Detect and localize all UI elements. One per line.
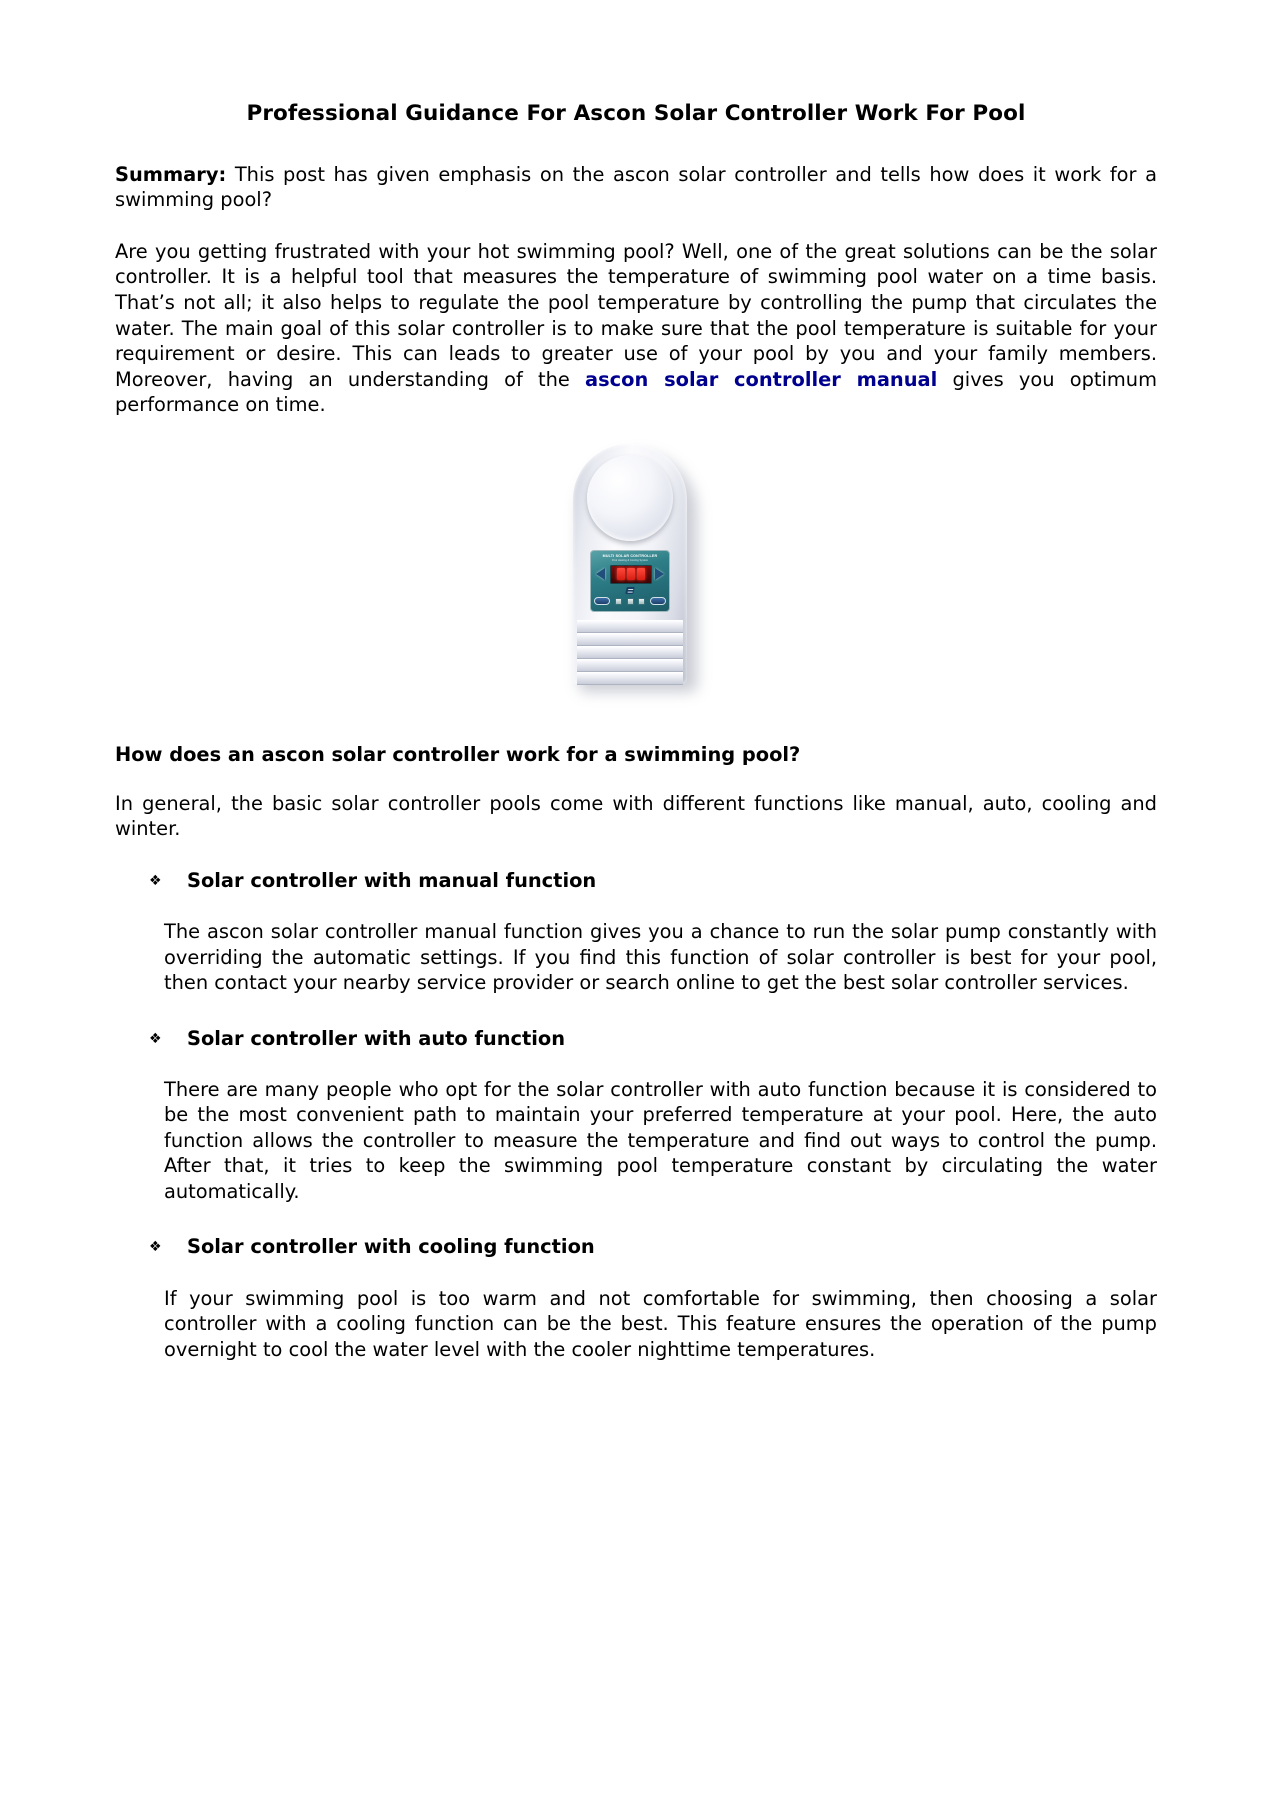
device-ridge (577, 620, 683, 633)
device-ridge (577, 646, 683, 659)
section-heading: How does an ascon solar controller work for a swimming pool? (115, 742, 801, 766)
list-item (115, 1234, 1157, 1362)
brand-logo-icon (625, 587, 634, 594)
arrow-right-icon (655, 568, 664, 580)
summary-paragraph (115, 162, 1157, 213)
ascon-solar-controller-manual-link[interactable]: ascon solar controller manual (585, 367, 938, 391)
device-button-set (615, 598, 622, 605)
diamond-bullet-icon: ❖ (149, 1030, 162, 1047)
intro-paragraph (115, 239, 1157, 418)
arrow-left-icon (596, 568, 605, 580)
device-button-down (638, 598, 645, 605)
feature-list (115, 868, 1157, 1362)
feature-body: If your swimming pool is too warm and not comfortable for swimming, then choosing a solar controller with a cooling function can be the best. This feature ensures the operation of the pump overnight to cool the water level with the cooler nighttime temperatures. (164, 1286, 1157, 1361)
feature-body: There are many people who opt for the solar controller with auto function because it is considered to be the most convenient path to maintain your preferred temperature at your pool. Here, the auto function allows the controller to measure the temperature and find out ways to control the pump. After that, it tries to keep the swimming pool temperature constant by circulating the water automatically. (164, 1077, 1157, 1203)
led-digit (627, 568, 635, 580)
feature-title: Solar controller with cooling function (187, 1235, 595, 1259)
feature-heading-manual (115, 868, 1157, 893)
device-button-mode (594, 597, 610, 605)
solar-controller-figure (115, 444, 1157, 706)
intro-text-before-link: Are you getting frustrated with your hot swimming pool? Well, one of the great solutions can be the solar controller. It is a helpful tool that measures the temperature of swimming pool water on a time basis. That’s not all; it also helps to regulate the pool temperature by controlling the pump that circulates the water. The main goal of this solar controller is to make sure that the pool temperature is suitable for your requirement or desire. This can leads to greater use of your pool by you and your family members. Moreover, having an understanding of the (115, 239, 1157, 391)
device-vent-ridges (577, 620, 683, 680)
device-ridge (577, 633, 683, 646)
led-digit (637, 568, 645, 580)
panel-subtitle-label: Pool Heating & Cooling System (611, 559, 649, 563)
feature-body: The ascon solar controller manual function gives you a chance to run the solar pump constantly with overriding the automatic settings. If you find this function of solar controller is best for your pool, then contact your nearby service provider or search online to get the best solar controller services. (164, 920, 1157, 995)
intro-text-after-link: gives you optimum performance on time. (115, 367, 1157, 417)
list-item (115, 868, 1157, 996)
feature-heading-auto (115, 1026, 1157, 1051)
summary-text: This post has given emphasis on the ascon solar controller and tells how does it work for a swimming pool? (115, 162, 1157, 212)
device-button-power (650, 597, 666, 605)
diamond-bullet-icon: ❖ (149, 872, 162, 889)
device-ridge (577, 659, 683, 672)
panel-title-label: MULTI SOLAR CONTROLLER (602, 553, 658, 558)
list-item (115, 1026, 1157, 1205)
device-body (573, 444, 687, 684)
led-digit (617, 568, 625, 580)
device-control-panel (590, 550, 670, 612)
diamond-bullet-icon: ❖ (149, 1239, 162, 1256)
feature-title: Solar controller with auto function (187, 1026, 566, 1050)
device-button-row (594, 597, 666, 606)
device-button-up (627, 598, 634, 605)
device-sensor-dome (587, 455, 673, 541)
feature-title: Solar controller with manual function (187, 868, 597, 892)
section-intro-paragraph: In general, the basic solar controller pools come with different functions like manual, auto, cooling and winter. (115, 791, 1157, 841)
device-ridge (577, 672, 683, 685)
solar-controller-device-image (573, 444, 699, 696)
feature-heading-cooling (115, 1234, 1157, 1259)
led-display (610, 565, 652, 584)
summary-label: Summary: (115, 162, 227, 186)
page-title: Professional Guidance For Ascon Solar Controller Work For Pool (246, 101, 1026, 126)
